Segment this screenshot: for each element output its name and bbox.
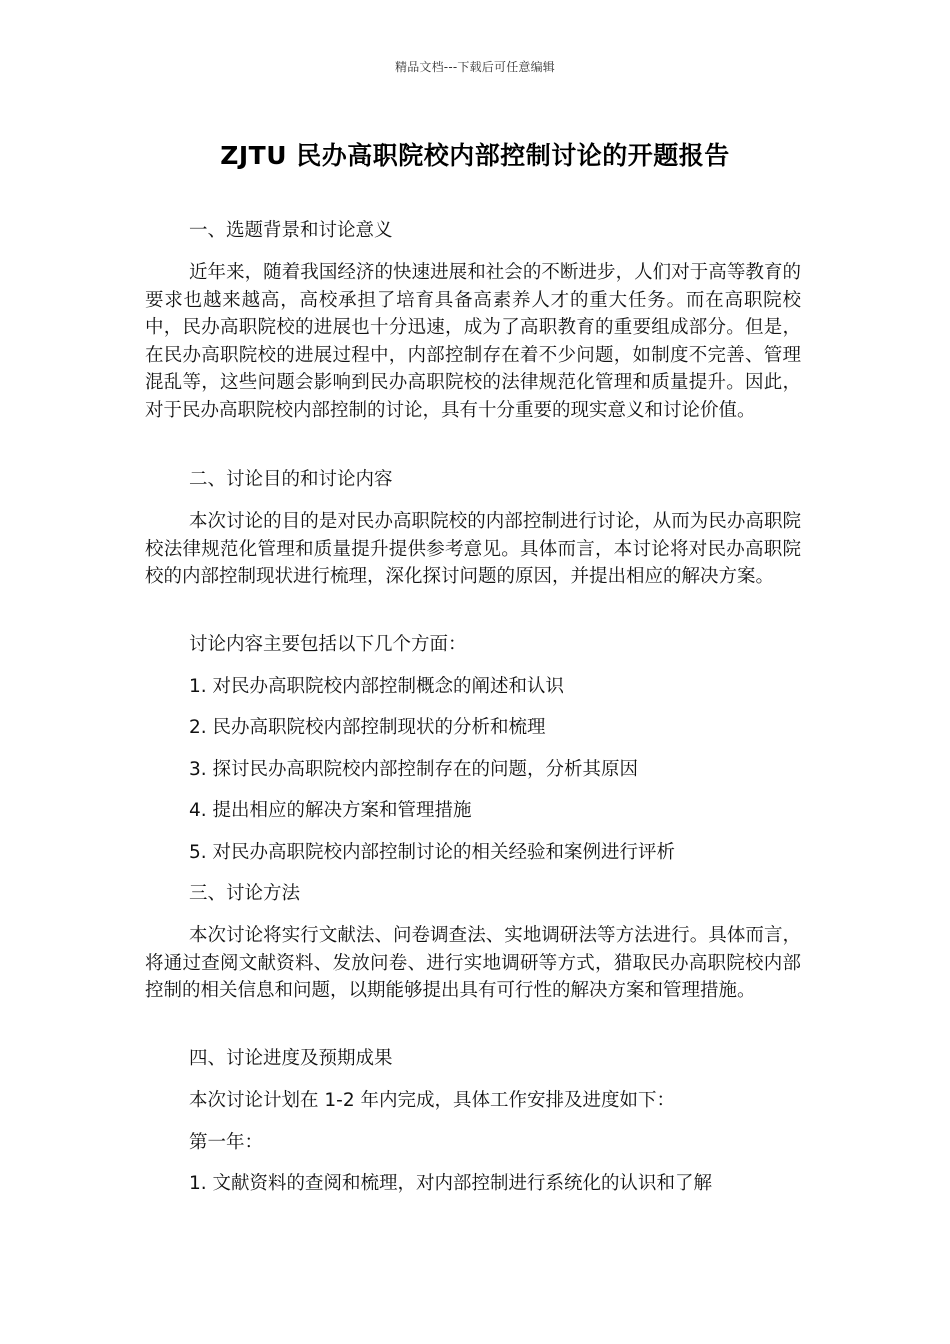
- section-4-plan: 本次讨论计划在 1-2 年内完成，具体工作安排及进度如下：: [189, 1090, 675, 1111]
- list-item: 1. 对民办高职院校内部控制概念的阐述和认识: [189, 676, 565, 697]
- section-2-intro: 讨论内容主要包括以下几个方面：: [189, 634, 467, 655]
- list-item: 2. 民办高职院校内部控制现状的分析和梳理: [189, 717, 546, 738]
- section-1-paragraph: 近年来，随着我国经济的快速进展和社会的不断进步，人们对于高等教育的要求也越来越高，高校承担了培育具备高素养人才的重大任务。而在高职院校中，民办高职院校的进展也十分迅速，成为了高职教育的重要组成部分。但是，在民办高职院校的进展过程中，内部控制存在着不少问题，如制度不完善、管理混乱等，这些问题会影响到民办高职院校的法律规范化管理和质量提升。因此，对于民办高职院校内部控制的讨论，具有十分重要的现实意义和讨论价值。: [145, 262, 801, 421]
- document-title: ZJTU 民办高职院校内部控制讨论的开题报告: [220, 141, 730, 170]
- list-item: 5. 对民办高职院校内部控制讨论的相关经验和案例进行评析: [189, 842, 676, 863]
- section-2-heading: 二、讨论目的和讨论内容: [189, 469, 393, 490]
- list-item: 3. 探讨民办高职院校内部控制存在的问题，分析其原因: [189, 759, 639, 780]
- list-item: 1. 文献资料的查阅和梳理，对内部控制进行系统化的认识和了解: [189, 1173, 713, 1194]
- section-4-heading: 四、讨论进度及预期成果: [189, 1048, 393, 1069]
- section-1-heading: 一、选题背景和讨论意义: [189, 220, 393, 241]
- year-1-label: 第一年：: [189, 1132, 264, 1153]
- header-note: 精品文档---下载后可任意编辑: [395, 60, 555, 74]
- section-3-paragraph: 本次讨论将实行文献法、问卷调查法、实地调研法等方法进行。具体而言，将通过查阅文献资料、发放问卷、进行实地调研等方式，猎取民办高职院校内部控制的相关信息和问题，以期能够提出具有可行性的解决方案和管理措施。: [145, 925, 801, 1001]
- section-3-heading: 三、讨论方法: [189, 883, 301, 904]
- section-2-paragraph: 本次讨论的目的是对民办高职院校的内部控制进行讨论，从而为民办高职院校法律规范化管理和质量提升提供参考意见。具体而言，本讨论将对民办高职院校的内部控制现状进行梳理，深化探讨问题的原因，并提出相应的解决方案。: [145, 511, 801, 587]
- list-item: 4. 提出相应的解决方案和管理措施: [189, 800, 472, 821]
